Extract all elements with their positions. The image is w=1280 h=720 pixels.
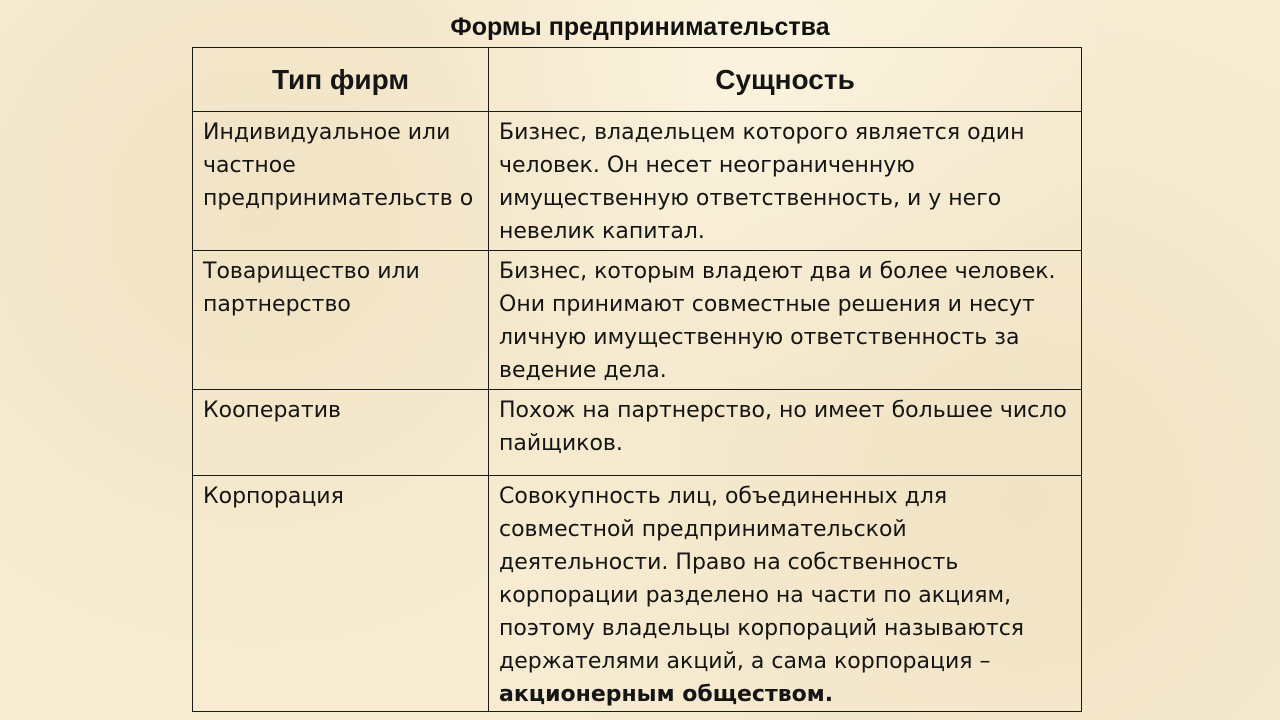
table-row: [193, 112, 1082, 251]
table-header-row: [193, 48, 1082, 112]
page-title: Формы предпринимательства: [450, 13, 830, 41]
forms-table: [192, 47, 1082, 712]
cell-type: Кооператив: [193, 390, 489, 476]
table-row: [193, 476, 1082, 712]
table-row: [193, 390, 1082, 476]
cell-essence: Похож на партнерство, но имеет большее число пайщиков.: [489, 390, 1082, 476]
cell-type: Индивидуальное или частное предпринимательств о: [193, 112, 489, 251]
header-essence: Сущность: [489, 48, 1082, 112]
cell-type: Товарищество или партнерство: [193, 251, 489, 390]
essence-text: Совокупность лиц, объединенных для совместной предпринимательской деятельности. Право на собственность корпорации разделено на части по акциям, поэтому владельцы корпораций называются держателями акций, а сама корпорация –: [499, 484, 1025, 674]
cell-type: Корпорация: [193, 476, 489, 712]
essence-bold-text: акционерным обществом.: [499, 682, 834, 707]
cell-essence: Бизнес, владельцем которого является один человек. Он несет неограниченную имущественную ответственность, и у него невелик капитал.: [489, 112, 1082, 251]
cell-essence: Бизнес, которым владеют два и более человек. Они принимают совместные решения и несут личную имущественную ответственность за ведение дела.: [489, 251, 1082, 390]
header-type: Тип фирм: [193, 48, 489, 112]
cell-essence: [489, 476, 1082, 712]
table-row: [193, 251, 1082, 390]
